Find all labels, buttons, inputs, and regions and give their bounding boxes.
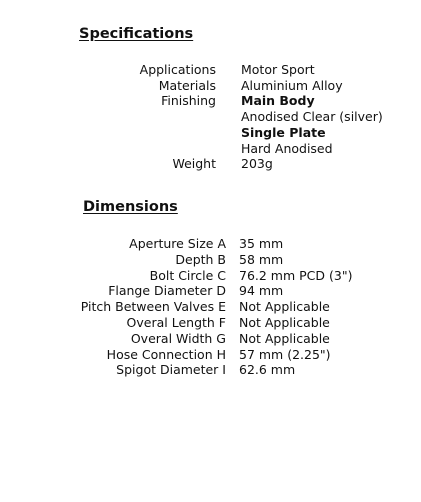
spec-label: Applications: [139, 62, 216, 77]
specifications-table: [80, 62, 383, 172]
dimension-row: [60, 268, 352, 284]
dimension-label: Spigot Diameter I: [116, 362, 226, 378]
dimensions-heading: Dimensions: [83, 199, 178, 215]
dimension-value: Not Applicable: [239, 299, 330, 315]
dimension-label: Depth B: [175, 251, 226, 267]
spec-label: Weight: [172, 156, 216, 172]
dimension-row: [60, 299, 352, 315]
finishing-value: Hard Anodised: [241, 140, 333, 156]
dimension-row: [60, 252, 352, 268]
spec-label: Materials: [158, 77, 216, 93]
dimension-row: [60, 347, 352, 363]
dimension-row: [60, 283, 352, 299]
dimension-row: [60, 331, 352, 347]
finishing-subheading: Main Body: [241, 93, 315, 109]
spec-value: Aluminium Alloy: [241, 77, 343, 93]
dimension-label: Bolt Circle C: [149, 267, 226, 283]
dimension-label: Hose Connection H: [106, 346, 226, 362]
dimension-value: 35 mm: [239, 236, 284, 251]
dimension-row: [60, 362, 352, 378]
spec-row-materials: [80, 78, 383, 94]
dimension-row: [60, 236, 352, 252]
dimensions-table: [60, 236, 352, 378]
spec-value: Motor Sport: [241, 62, 315, 77]
spec-label: Finishing: [161, 93, 216, 109]
dimension-label: Flange Diameter D: [108, 283, 226, 299]
spec-row-applications: [80, 62, 383, 78]
finishing-value: Anodised Clear (silver): [241, 109, 383, 125]
dimension-value: Not Applicable: [239, 314, 330, 330]
dimension-value: 76.2 mm PCD (3"): [239, 267, 353, 283]
dimension-value: Not Applicable: [239, 330, 330, 346]
dimension-row: [60, 315, 352, 331]
dimension-label: Pitch Between Valves E: [80, 299, 226, 315]
dimension-value: 94 mm: [239, 283, 284, 299]
dimension-label: Overal Length F: [126, 314, 226, 330]
spec-row-finishing: [80, 93, 383, 156]
specifications-heading: Specifications: [79, 26, 194, 42]
dimension-label: Aperture Size A: [129, 236, 226, 251]
spec-row-weight: [80, 156, 383, 172]
dimension-value: 58 mm: [239, 251, 284, 267]
finishing-subheading: Single Plate: [241, 124, 326, 140]
dimension-value: 57 mm (2.25"): [239, 346, 331, 362]
spec-value: [241, 93, 383, 156]
dimension-value: 62.6 mm: [239, 362, 296, 378]
spec-value: 203g: [241, 156, 273, 172]
dimension-label: Overal Width G: [130, 330, 226, 346]
